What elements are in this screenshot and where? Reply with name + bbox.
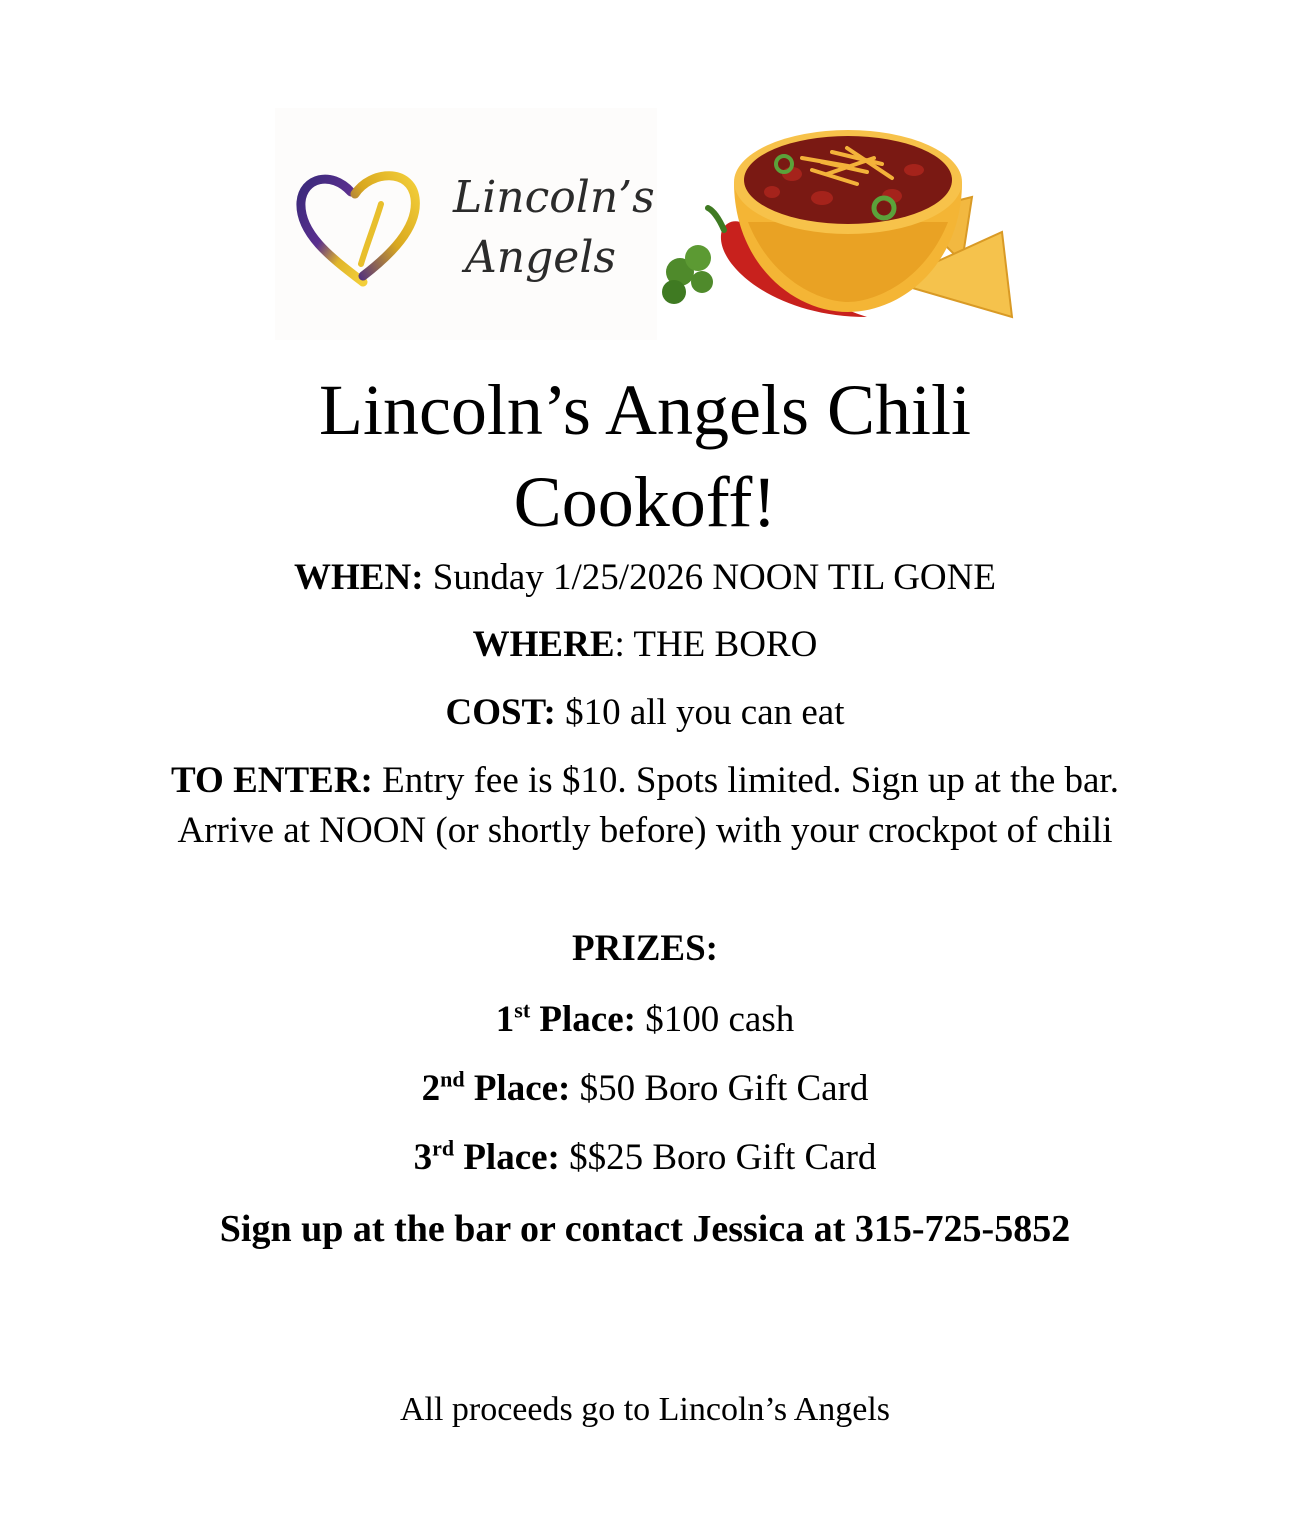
page-title	[0, 364, 1290, 548]
prize-third-value: $$25 Boro Gift Card	[559, 1137, 877, 1178]
prize-first-value: $100 cash	[635, 999, 795, 1040]
when-label: WHEN:	[294, 557, 424, 598]
prize-second	[150, 1064, 1140, 1114]
footer-note: All proceeds go to Lincoln’s Angels	[399, 1391, 891, 1428]
prize-second-value: $50 Boro Gift Card	[570, 1068, 869, 1109]
prize-third	[150, 1133, 1140, 1183]
prize-third-num: 3	[413, 1137, 433, 1178]
lincolns-angels-logo	[275, 108, 657, 340]
cost-value: $10 all you can eat	[555, 692, 845, 733]
cost-label: COST:	[445, 692, 556, 733]
prize-second-place: Place:	[464, 1068, 571, 1109]
cilantro-icon	[662, 245, 713, 304]
where-label: WHERE	[472, 624, 615, 665]
when-line	[150, 553, 1140, 603]
cost-line	[150, 688, 1140, 738]
prize-second-label	[422, 1068, 571, 1109]
prize-third-label	[414, 1137, 560, 1178]
title-line-2: Cookoff!	[513, 462, 777, 542]
prizes-heading: PRIZES:	[572, 928, 718, 969]
chili-bowl-icon	[652, 112, 1022, 334]
to-enter-label: TO ENTER:	[171, 760, 373, 801]
to-enter-value: Entry fee is $10. Spots limited. Sign up at the bar. Arrive at NOON (or shortly before) with your crockpot of chili	[177, 760, 1119, 851]
when-value: Sunday 1/25/2026 NOON TIL GONE	[423, 557, 996, 598]
contact-line: Sign up at the bar or contact Jessica at 315-725-5852	[219, 1208, 1071, 1250]
where-value: : THE BORO	[614, 624, 818, 665]
to-enter-line	[150, 756, 1140, 856]
prize-first	[150, 995, 1140, 1045]
prize-second-num: 2	[421, 1068, 441, 1109]
logo-line-2: Angels	[465, 232, 616, 283]
prize-second-suffix: nd	[440, 1066, 465, 1092]
logo-line-1: Lincoln’s	[453, 172, 655, 223]
title-line-1: Lincoln’s Angels Chili	[318, 370, 971, 450]
prize-first-suffix: st	[514, 997, 531, 1023]
prize-first-place: Place:	[530, 999, 636, 1040]
where-line	[150, 620, 1140, 670]
heart-icon	[293, 164, 423, 288]
prize-first-num: 1	[495, 999, 515, 1040]
logo-wordmark	[453, 168, 653, 298]
prize-third-place: Place:	[454, 1137, 560, 1178]
prize-first-label	[496, 999, 636, 1040]
prize-third-suffix: rd	[432, 1135, 455, 1161]
